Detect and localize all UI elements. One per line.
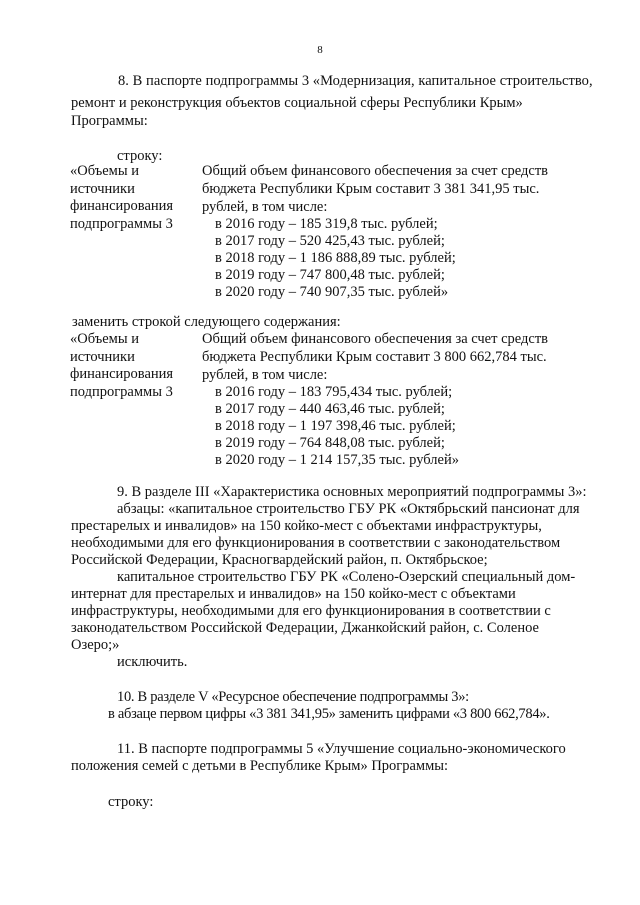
old-row-text-line1: Общий объем финансового обеспечения за счет средств	[202, 163, 549, 179]
item9-p1-line2: престарелых и инвалидов» на 150 койко-мест с объектами инфраструктуры,	[71, 518, 542, 534]
old-row-year-2017: в 2017 году – 520 425,43 тыс. рублей;	[215, 233, 445, 249]
new-row-text-line2: бюджета Республики Крым составит 3 800 662,784 тыс.	[202, 349, 547, 365]
new-row-label-line: «Объемы и	[70, 331, 139, 347]
old-row-label	[70, 163, 195, 233]
old-row-label-line: финансирования	[70, 198, 174, 215]
new-row-year-2017: в 2017 году – 440 463,46 тыс. рублей;	[215, 401, 445, 417]
new-row-text-line3: рублей, в том числе:	[202, 367, 328, 383]
old-row-year-2020: в 2020 году – 740 907,35 тыс. рублей»	[215, 284, 449, 300]
item9-p1-line4: Российской Федерации, Красногвардейский район, п. Октябрьское;	[71, 552, 488, 568]
new-row-year-2016: в 2016 году – 183 795,434 тыс. рублей;	[215, 384, 453, 400]
old-row-intro: строку:	[117, 148, 163, 164]
old-row-text-line2: бюджета Республики Крым составит 3 381 341,95 тыс.	[202, 181, 540, 197]
item8-line3: Программы:	[71, 113, 148, 129]
new-row-label	[70, 331, 195, 401]
old-row-label-line: подпрограммы 3	[70, 215, 173, 232]
item9-p1-line3: необходимыми для его функционирования в соответствии с законодательством	[71, 535, 561, 551]
final-intro: строку:	[108, 794, 154, 810]
new-row-text-line1: Общий объем финансового обеспечения за счет средств	[202, 331, 549, 347]
item9-p2-line4: законодательством Российской Федерации, Джанкойский район, с. Соленое	[71, 620, 539, 636]
old-row-year-2019: в 2019 году – 747 800,48 тыс. рублей;	[215, 267, 445, 283]
old-row-label-line: «Объемы и	[70, 163, 139, 179]
item9-p2-line1: капитальное строительство ГБУ РК «Солено-Озерский специальный дом-	[117, 569, 576, 585]
item9-p2-line3: инфраструктуры, необходимыми для его функционирования в соответствии с	[71, 603, 551, 619]
item10-heading: 10. В разделе V «Ресурсное обеспечение подпрограммы 3»:	[117, 689, 469, 705]
new-row-year-2019: в 2019 году – 764 848,08 тыс. рублей;	[215, 435, 445, 451]
old-row-year-2016: в 2016 году – 185 319,8 тыс. рублей;	[215, 216, 438, 232]
page-number: 8	[317, 44, 323, 56]
new-row-label-line: финансирования	[70, 366, 174, 383]
item11-line2: положения семей с детьми в Республике Крым» Программы:	[71, 758, 449, 774]
item9-p1-line1: абзацы: «капитальное строительство ГБУ РК «Октябрьский пансионат для	[117, 501, 580, 517]
new-row-year-2020: в 2020 году – 1 214 157,35 тыс. рублей»	[215, 452, 459, 468]
item8-line2: ремонт и реконструкция объектов социальной сферы Республики Крым»	[71, 95, 523, 111]
item9-p2-line2: интернат для престарелых и инвалидов» на 150 койко-мест с объектами	[71, 586, 516, 602]
old-row-year-2018: в 2018 году – 1 186 888,89 тыс. рублей;	[215, 250, 456, 266]
new-row-label-line: подпрограммы 3	[70, 383, 173, 400]
new-row-year-2018: в 2018 году – 1 197 398,46 тыс. рублей;	[215, 418, 456, 434]
item9-p2-line5: Озеро;»	[71, 637, 120, 653]
item8-line1: 8. В паспорте подпрограммы 3 «Модернизация, капитальное строительство,	[118, 73, 593, 89]
old-row-text-line3: рублей, в том числе:	[202, 199, 328, 215]
old-row-label-line: источники	[70, 180, 135, 197]
item9-heading: 9. В разделе III «Характеристика основных мероприятий подпрограммы 3»:	[117, 484, 587, 500]
item9-exclude: исключить.	[117, 654, 188, 670]
item11-line1: 11. В паспорте подпрограммы 5 «Улучшение социально-экономического	[117, 741, 566, 757]
new-row-intro: заменить строкой следующего содержания:	[72, 314, 341, 330]
item10-text: в абзаце первом цифры «3 381 341,95» заменить цифрами «3 800 662,784».	[108, 706, 550, 722]
new-row-label-line: источники	[70, 348, 135, 365]
